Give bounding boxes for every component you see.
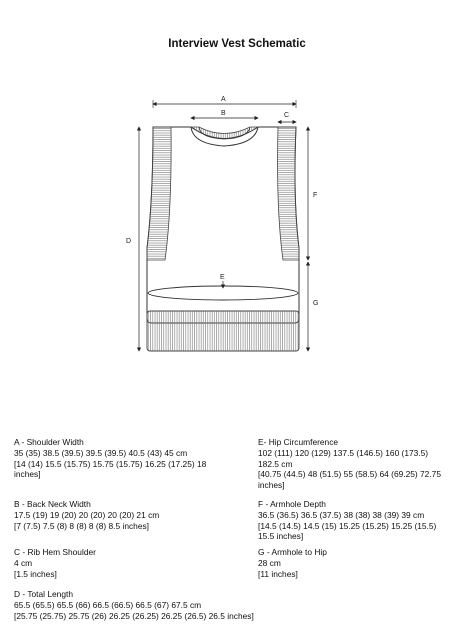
spec-b-in: [7 (7.5) 7.5 (8) 8 (8) 8 (8) 8.5 inches] — [14, 520, 149, 531]
spec-e — [258, 437, 448, 491]
label-a: A — [221, 96, 226, 103]
label-b: B — [221, 110, 226, 117]
label-d: D — [126, 238, 132, 245]
spec-g-cm: 28 cm — [258, 557, 281, 568]
spec-f-in: [14.5 (14.5) 14.5 (15) 15.25 (15.25) 15.25 (15.5) 15.5 inches] — [258, 520, 437, 542]
spec-d-in: [25.75 (25.75) 25.75 (26) 26.25 (26.25) 26.25 (26.5) 26.5 inches] — [14, 610, 254, 621]
spec-c-cm: 4 cm — [14, 557, 33, 568]
spec-b — [14, 499, 234, 531]
spec-d — [14, 589, 264, 621]
spec-f-cm: 36.5 (36.5) 36.5 (37.5) 38 (38) 38 (39) 39 cm — [258, 509, 425, 520]
spec-g — [258, 547, 448, 579]
label-c: C — [284, 112, 290, 119]
spec-g-name: G - Armhole to Hip — [258, 547, 327, 557]
label-f: F — [313, 192, 318, 199]
spec-a-cm: 35 (35) 38.5 (39.5) 39.5 (39.5) 40.5 (43) 45 cm — [14, 447, 188, 458]
spec-g-in: [11 inches] — [258, 568, 298, 579]
spec-f — [258, 499, 448, 542]
left-armhole-rib — [147, 127, 171, 260]
spec-c-name: C - Rib Hem Shoulder — [14, 547, 96, 557]
spec-b-name: B - Back Neck Width — [14, 499, 91, 509]
spec-f-name: F - Armhole Depth — [258, 499, 326, 509]
spec-e-cm: 102 (111) 120 (129) 137.5 (146.5) 160 (173.5) 182.5 cm — [258, 447, 429, 469]
label-e: E — [220, 274, 225, 281]
spec-b-cm: 17.5 (19) 19 (20) 20 (20) 20 (20) 21 cm — [14, 509, 160, 520]
spec-e-name: E- Hip Circumference — [258, 437, 339, 447]
spec-a — [14, 437, 234, 480]
spec-d-name: D - Total Length — [14, 589, 73, 599]
spec-d-cm: 65.5 (65.5) 65.5 (66) 66.5 (66.5) 66.5 (67) 67.5 cm — [14, 599, 202, 610]
spec-c — [14, 547, 234, 579]
spec-e-in: [40.75 (44.5) 48 (51.5) 55 (58.5) 64 (69.25) 72.75 inches] — [258, 469, 441, 491]
hem-rib — [147, 311, 299, 351]
page-title: Interview Vest Schematic — [168, 38, 306, 50]
label-g: G — [313, 300, 319, 307]
spec-a-name: A - Shoulder Width — [14, 437, 84, 447]
spec-c-in: [1.5 inches] — [14, 568, 57, 579]
spec-a-in: [14 (14) 15.5 (15.75) 15.75 (15.75) 16.25 (17.25) 18 inches] — [14, 458, 207, 480]
